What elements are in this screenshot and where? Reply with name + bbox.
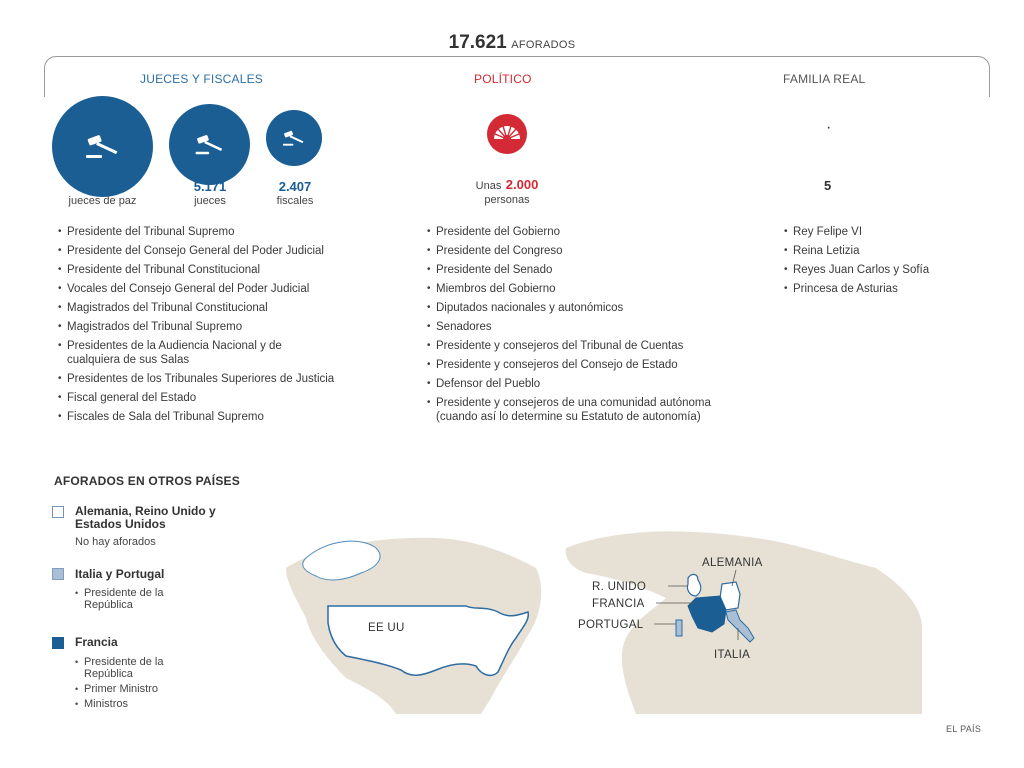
column-title-jueces-fiscales: JUECES Y FISCALES	[140, 72, 264, 86]
legend-list-francia	[75, 656, 195, 713]
stat-familia-real: 5	[824, 178, 832, 193]
source-credit: EL PAÍS	[946, 724, 982, 734]
gavel-icon	[193, 134, 227, 156]
list-item: • Senadores	[427, 320, 747, 334]
legend-swatch-none	[52, 506, 64, 518]
map-label-usa: EE UU	[368, 622, 405, 634]
stat-prefix: Unas	[475, 180, 502, 192]
list-item: • Presidente del Consejo General del Poder Judicial	[58, 244, 393, 258]
total-label: AFORADOS	[511, 39, 576, 51]
stat-number: 2.000	[505, 177, 539, 192]
list-familia-real	[784, 225, 984, 301]
list-politico	[427, 225, 747, 429]
otros-paises-title: AFORADOS EN OTROS PAÍSES	[54, 474, 240, 488]
map-label-france: FRANCIA	[592, 598, 645, 610]
list-item: • Presidente y consejeros de una comunidad autónoma (cuando así lo determine su Estatuto de autonomía)	[427, 396, 736, 424]
legend-group-name: Francia	[75, 635, 118, 649]
list-item: • Vocales del Consejo General del Poder Judicial	[58, 282, 393, 296]
legend-item: • Primer Ministro	[75, 683, 195, 695]
stat-jueces	[170, 180, 250, 208]
gavel-icon	[281, 130, 307, 147]
stat-caption: personas	[484, 194, 530, 206]
list-item: • Fiscal general del Estado	[58, 391, 393, 405]
legend-swatch-full	[52, 637, 64, 649]
bubble-fiscales	[266, 110, 322, 166]
list-item: • Fiscales de Sala del Tribunal Supremo	[58, 410, 393, 424]
list-item: • Defensor del Pueblo	[427, 377, 747, 391]
column-title-familia-real: FAMILIA REAL	[783, 72, 866, 86]
map-label-germany: ALEMANIA	[702, 557, 763, 569]
stat-fiscales	[260, 180, 330, 208]
legend-group-name: Italia y Portugal	[75, 567, 165, 581]
list-item: • Presidente y consejeros del Consejo de Estado	[427, 358, 747, 372]
list-item: • Diputados nacionales y autonómicos	[427, 301, 747, 315]
list-item: • Rey Felipe VI	[784, 225, 984, 239]
legend-swatch-partial	[52, 568, 64, 580]
column-title-politico: POLÍTICO	[474, 72, 532, 86]
list-item: • Magistrados del Tribunal Supremo	[58, 320, 393, 334]
list-item: • Presidentes de los Tribunales Superiores de Justicia	[58, 372, 352, 386]
stat-number: 2.407	[278, 179, 312, 194]
portugal-country	[676, 620, 682, 636]
legend-item: • Presidente de la República	[75, 656, 195, 680]
list-item: • Presidente del Congreso	[427, 244, 747, 258]
list-item: • Presidentes de la Audiencia Nacional y de cualquiera de sus Salas	[58, 339, 337, 367]
list-item: • Presidente del Tribunal Supremo	[58, 225, 393, 239]
map-label-portugal: PORTUGAL	[578, 619, 644, 631]
stat-caption: fiscales	[276, 195, 314, 207]
list-item: • Magistrados del Tribunal Constitucional	[58, 301, 393, 315]
list-item: • Reina Letizia	[784, 244, 984, 258]
stat-number: 7.685	[86, 179, 119, 194]
legend-item: • Ministros	[75, 698, 195, 710]
list-item: • Presidente del Tribunal Constitucional	[58, 263, 393, 277]
list-item: • Presidente del Gobierno	[427, 225, 747, 239]
stat-number: 5.171	[193, 179, 227, 194]
stat-caption: jueces de paz	[68, 195, 137, 207]
list-item: • Presidente y consejeros del Tribunal de Cuentas	[427, 339, 747, 353]
list-item: • Princesa de Asturias	[784, 282, 984, 296]
world-map	[236, 528, 922, 714]
bubble-jueces	[169, 104, 250, 185]
stat-jueces-de-paz	[52, 180, 153, 208]
familia-real-marker: ·	[826, 119, 832, 136]
list-item: • Miembros del Gobierno	[427, 282, 747, 296]
list-jueces-fiscales	[58, 225, 393, 429]
map-label-italy: ITALIA	[714, 649, 751, 661]
map-label-uk: R. UNIDO	[592, 581, 647, 593]
list-item: • Presidente del Senado	[427, 263, 747, 277]
parliament-icon	[482, 114, 532, 154]
gavel-icon	[83, 134, 123, 160]
list-item: • Reyes Juan Carlos y Sofía	[784, 263, 984, 277]
stat-caption: jueces	[194, 195, 226, 207]
legend-item: • Presidente de la República	[75, 587, 194, 611]
legend-group-name: Alemania, Reino Unido y Estados Unidos	[75, 504, 216, 531]
chart-title	[0, 32, 1024, 54]
stat-politico	[445, 178, 569, 207]
legend-group-text: No hay aforados	[75, 536, 156, 548]
total-aforados: 17.621	[448, 32, 507, 53]
